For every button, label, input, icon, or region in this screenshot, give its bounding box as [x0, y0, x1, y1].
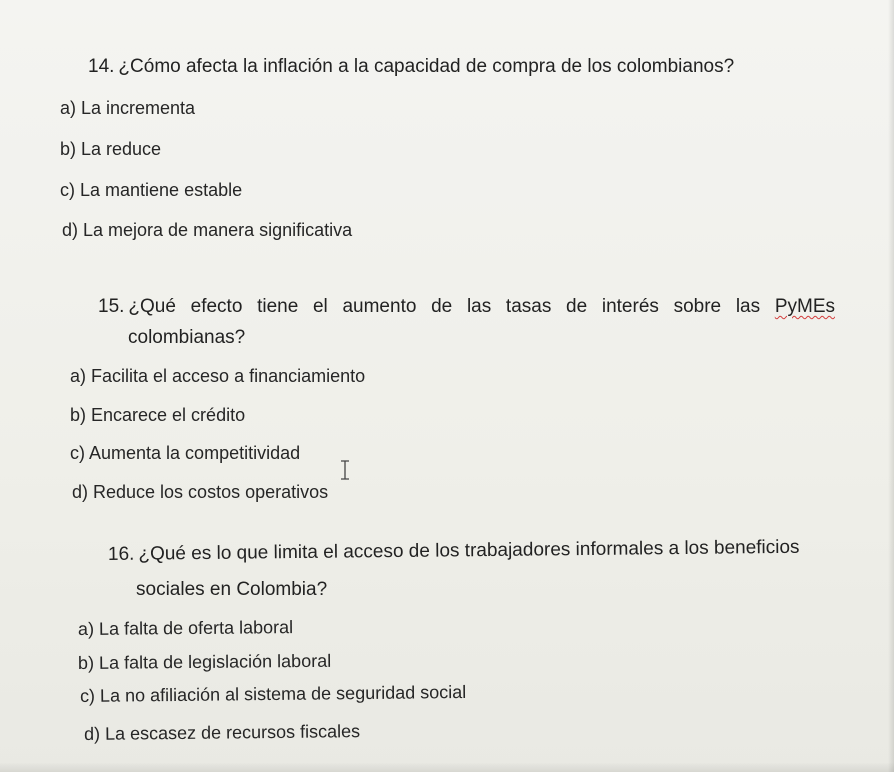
question-15-flagged-word: PyMEs — [774, 296, 835, 317]
question-15-text: ¿Qué efecto tiene el aumento de las tasas de interés sobre las — [128, 296, 775, 317]
question-15-line-2: colombianas? — [128, 327, 246, 348]
question-16-text: ¿Qué es lo que limita el acceso de los trabajadores informales a los beneficios — [138, 536, 800, 565]
question-14 — [88, 52, 734, 82]
question-15-number: 15. — [98, 296, 125, 317]
text-cursor-icon — [340, 460, 350, 480]
question-14-option-c: c) La mantiene estable — [60, 180, 243, 200]
question-14-text: ¿Cómo afecta la inflación a la capacidad de compra de los colombianos? — [118, 56, 735, 77]
page-bottom-shadow — [0, 762, 894, 772]
question-16-number: 16. — [107, 543, 135, 565]
question-16-option-d: d) La escasez de recursos fiscales — [83, 721, 361, 744]
question-15-option-d: d) Reduce los costos operativos — [72, 482, 329, 502]
question-16 — [108, 533, 800, 570]
question-15-option-c: c) Aumenta la competitividad — [70, 443, 301, 463]
question-15-option-b: b) Encarece el crédito — [70, 405, 246, 425]
question-14-option-b: b) La reduce — [60, 139, 162, 159]
page-edge-shadow — [888, 0, 894, 772]
question-14-number: 14. — [88, 56, 115, 77]
question-16-option-c: c) La no afiliación al sistema de seguridad social — [79, 681, 467, 706]
question-15-option-a: a) Facilita el acceso a financiamiento — [70, 366, 366, 386]
question-16-option-b: b) La falta de legislación laboral — [77, 650, 332, 673]
question-14-option-d: d) La mejora de manera significativa — [62, 220, 353, 240]
question-16-option-a: a) La falta de oferta laboral — [77, 617, 294, 639]
question-16-line-2: sociales en Colombia? — [136, 579, 328, 600]
question-15 — [98, 292, 835, 322]
question-14-option-a: a) La incrementa — [60, 98, 196, 118]
